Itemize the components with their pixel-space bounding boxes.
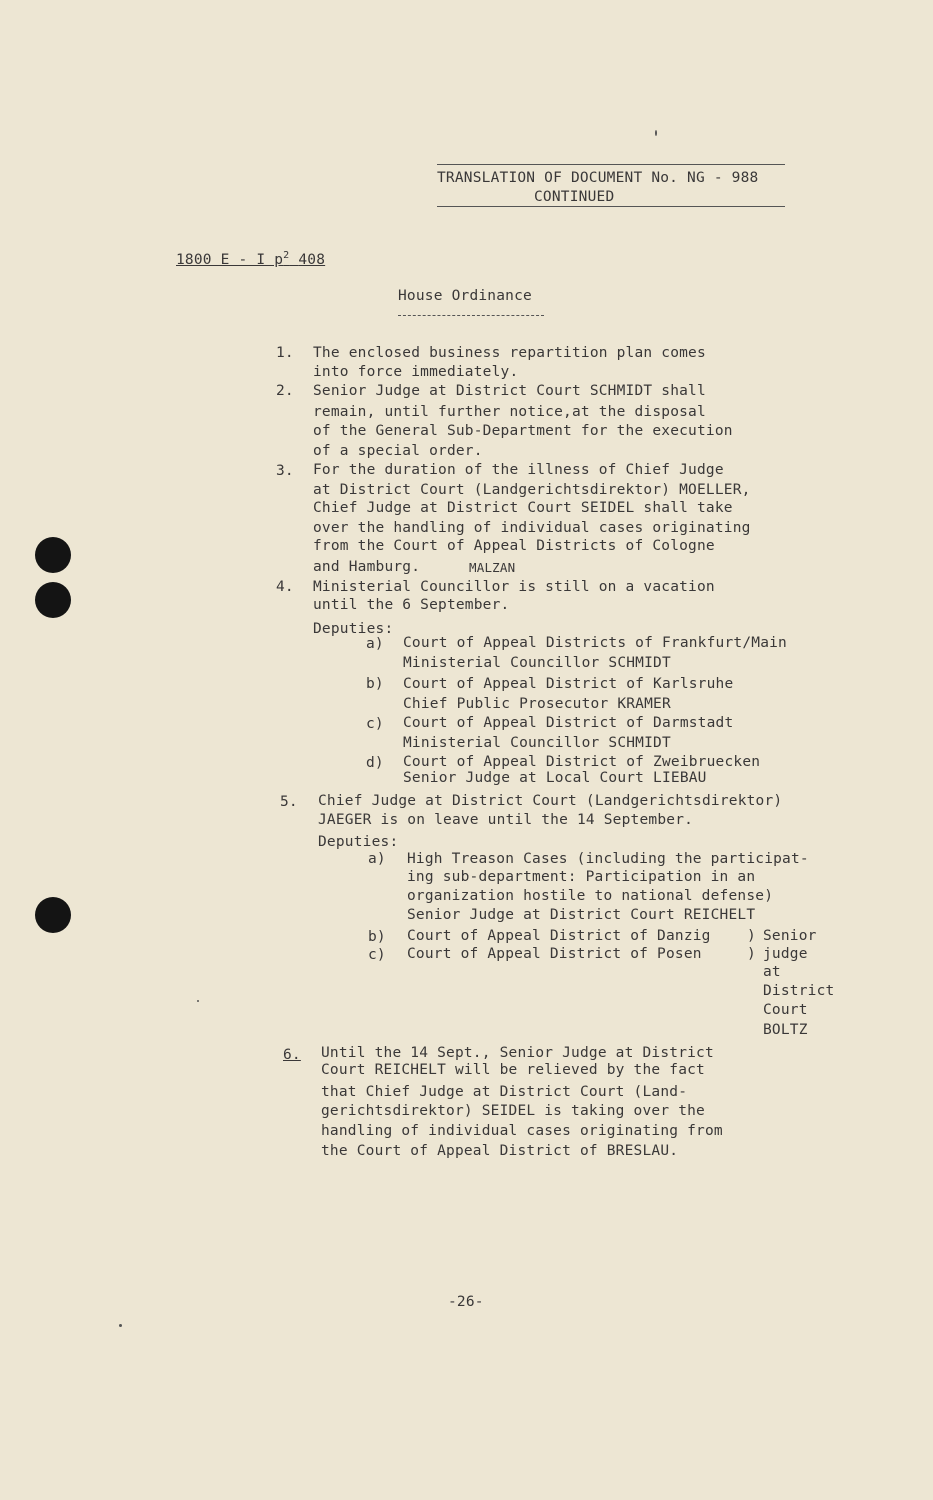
signature-stamp: MALZAN (469, 560, 516, 575)
item-line: from the Court of Appeal Districts of Cologne (313, 538, 715, 554)
header-line-1: TRANSLATION OF DOCUMENT No. NG - 988 (437, 170, 759, 186)
deputy-line: ing sub-department: Participation in an (407, 869, 756, 885)
item-line: The enclosed business repartition plan comes (313, 345, 706, 361)
item-line: JAEGER is on leave until the 14 September. (318, 812, 694, 828)
deputy-line: organization hostile to national defense) (407, 888, 774, 904)
item-line: of the General Sub-Department for the execution (313, 423, 733, 439)
item-line: at District Court (Landgerichtsdirektor) MOELLER, (313, 482, 751, 498)
item-line: Until the 14 Sept., Senior Judge at District (321, 1045, 714, 1061)
deputy-line: Court of Appeal District of Danzig (407, 928, 711, 944)
item-line: that Chief Judge at District Court (Land- (321, 1084, 688, 1100)
deputies-label: Deputies: (318, 834, 399, 850)
item-line: Chief Judge at District Court (Landgerichtsdirektor) (318, 793, 783, 809)
item-number: 6. (283, 1047, 301, 1063)
deputy-line: Court of Appeal District of Darmstadt (403, 715, 734, 731)
item-line: Senior Judge at District Court SCHMIDT shall (313, 383, 706, 399)
deputy-line: Ministerial Councillor SCHMIDT (403, 735, 671, 751)
deputy-line: Ministerial Councillor SCHMIDT (403, 655, 671, 671)
item-line: For the duration of the illness of Chief Judge (313, 462, 724, 478)
deputy-line: Court of Appeal Districts of Frankfurt/Main (403, 635, 787, 651)
speck (655, 130, 657, 136)
punch-hole (35, 582, 71, 618)
item-number: 5. (280, 794, 298, 810)
item-line: Court REICHELT will be relieved by the fact (321, 1062, 705, 1078)
deputy-line: High Treason Cases (including the participat- (407, 851, 809, 867)
header-rule-top (437, 164, 785, 165)
deputy-mark: a) (368, 851, 386, 867)
item-number: 2. (276, 383, 294, 399)
header-rule-bottom (437, 206, 785, 207)
item-line: and Hamburg. (313, 559, 421, 575)
deputy-mark: d) (366, 755, 384, 771)
speck (197, 1000, 199, 1002)
item-line: until the 6 September. (313, 597, 510, 613)
deputy-mark: b) (366, 676, 384, 692)
deputy-mark: c) (366, 716, 384, 732)
bracket-note-line: at (763, 964, 781, 980)
deputy-line: Court of Appeal District of Posen (407, 946, 702, 962)
item-line: gerichtsdirektor) SEIDEL is taking over the (321, 1103, 705, 1119)
deputies-label: Deputies: (313, 621, 394, 637)
bracket-note-line: Senior (763, 928, 817, 944)
deputy-line: Senior Judge at District Court REICHELT (407, 907, 756, 923)
item-number: 1. (276, 345, 294, 361)
punch-hole (35, 537, 71, 573)
bracket-note-line: Court (763, 1002, 808, 1018)
item-number: 3. (276, 463, 294, 479)
item-line: Ministerial Councillor is still on a vacation (313, 579, 715, 595)
item-line: remain, until further notice,at the disposal (313, 404, 706, 420)
item-line: Chief Judge at District Court SEIDEL shall take (313, 500, 733, 516)
deputy-line: Court of Appeal District of Zweibruecken (403, 754, 761, 770)
title-underline (398, 315, 544, 317)
item-line: handling of individual cases originating from (321, 1123, 723, 1139)
punch-hole (35, 897, 71, 933)
page-title: House Ordinance (398, 288, 532, 304)
item-number: 4. (276, 579, 294, 595)
deputy-mark: b) (368, 929, 386, 945)
item-line: over the handling of individual cases originating (313, 520, 751, 536)
speck (119, 1324, 122, 1327)
bracket-note-line: District (763, 983, 835, 999)
deputy-line: Senior Judge at Local Court LIEBAU (403, 770, 707, 786)
deputy-line: Chief Public Prosecutor KRAMER (403, 696, 671, 712)
bracket: ) (747, 946, 756, 962)
deputy-mark: a) (366, 636, 384, 652)
item-line: into force immediately. (313, 364, 519, 380)
item-line: the Court of Appeal District of BRESLAU. (321, 1143, 679, 1159)
deputy-mark: c) (368, 947, 386, 963)
header-line-2: CONTINUED (534, 189, 615, 205)
page-number: -26- (448, 1294, 484, 1310)
bracket-note-line: BOLTZ (763, 1022, 808, 1038)
bracket-note-line: judge (763, 946, 808, 962)
file-reference: 1800 E - I $p^2$ 408 (176, 250, 326, 268)
deputy-line: Court of Appeal District of Karlsruhe (403, 676, 734, 692)
bracket: ) (747, 928, 756, 944)
item-line: of a special order. (313, 443, 483, 459)
